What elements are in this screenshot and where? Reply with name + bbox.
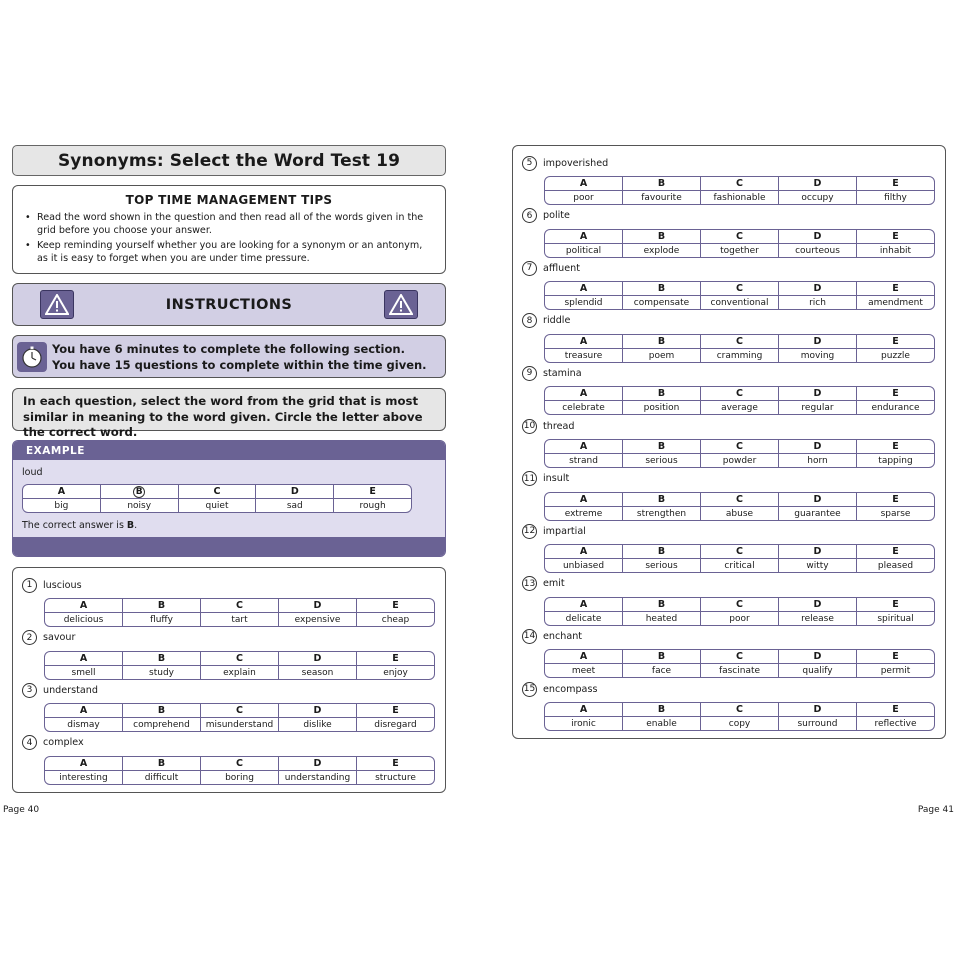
question — [522, 208, 912, 256]
questions-panel-left — [12, 567, 446, 793]
answer-grid — [544, 334, 935, 363]
answer-option: disregard — [374, 720, 417, 730]
answer-letter[interactable]: C — [201, 599, 278, 613]
answer-option: poor — [729, 613, 750, 624]
answer-letter[interactable]: D — [779, 703, 856, 717]
page-title: Synonyms: Select the Word Test 19 — [12, 145, 446, 176]
answer-option: serious — [645, 561, 678, 572]
answer-grid — [544, 649, 935, 678]
answer-option: critical — [724, 561, 755, 572]
question-word: luscious — [43, 579, 82, 591]
question — [522, 155, 907, 203]
question-word: understand — [43, 684, 98, 696]
answer-grid — [44, 756, 435, 785]
answer-option: pleased — [877, 561, 914, 572]
answer-option: season — [301, 667, 334, 678]
answer-option: spiritual — [877, 613, 914, 624]
answer-letter[interactable]: E — [857, 703, 934, 717]
answer-letter[interactable]: E — [857, 650, 934, 664]
warning-icon — [40, 290, 74, 319]
answer-option: political — [565, 245, 602, 256]
question-word: stamina — [543, 367, 582, 379]
answer-letter[interactable]: A — [545, 703, 622, 717]
answer-grid — [544, 176, 935, 205]
answer-letter[interactable]: D — [779, 598, 856, 612]
answer-option: explain — [223, 667, 256, 678]
example-letter[interactable]: D — [256, 485, 333, 499]
answer-letter[interactable]: A — [45, 757, 122, 771]
tip-item: • Read the word shown in the question and then read all of the words given in the grid before you choose your answer. — [23, 211, 435, 237]
answer-option: enjoy — [383, 667, 408, 678]
answer-letter[interactable]: C — [701, 387, 778, 401]
answer-option: delicate — [565, 613, 602, 624]
answer-letter[interactable]: D — [279, 599, 356, 613]
answer-grid — [544, 281, 935, 310]
answer-letter[interactable]: B — [123, 757, 200, 771]
answer-option: occupy — [801, 193, 834, 203]
answer-option: moving — [800, 350, 835, 361]
answer-letter[interactable]: A — [545, 230, 622, 244]
question — [522, 418, 913, 466]
example-option: quiet — [205, 501, 229, 511]
question-number: 2 — [22, 630, 37, 645]
question-number: 1 — [22, 578, 37, 593]
question-word: affluent — [543, 262, 580, 274]
question-number: 8 — [522, 313, 537, 328]
answer-letter[interactable]: D — [779, 230, 856, 244]
answer-option: compensate — [633, 298, 690, 309]
answer-option: powder — [722, 456, 757, 466]
answer-option: endurance — [871, 403, 920, 414]
answer-letter[interactable]: C — [701, 545, 778, 559]
question-instructions: In each question, select the word from the grid that is most similar in meaning to the word given. Circle the letter above the correct word. — [12, 388, 446, 431]
answer-letter[interactable]: B — [623, 335, 700, 349]
answer-option: guarantee — [794, 508, 841, 519]
answer-option: conventional — [710, 298, 769, 309]
answer-option: rich — [809, 298, 826, 309]
tips-heading: TOP TIME MANAGEMENT TIPS — [125, 193, 333, 207]
answer-grid — [44, 703, 435, 732]
answer-option: strengthen — [636, 508, 687, 519]
answer-option: meet — [571, 666, 596, 677]
answer-letter[interactable]: C — [701, 230, 778, 244]
answer-letter[interactable]: D — [779, 650, 856, 664]
answer-letter[interactable]: A — [545, 545, 622, 559]
answer-option: position — [643, 403, 680, 414]
answer-option: favourite — [641, 193, 682, 203]
answer-option: puzzle — [881, 350, 910, 361]
answer-option: dismay — [67, 720, 100, 730]
question — [22, 577, 410, 625]
answer-option: reflective — [874, 719, 917, 729]
answer-option: comprehend — [133, 720, 190, 730]
answer-option: study — [149, 667, 174, 678]
question — [522, 576, 914, 624]
answer-letter[interactable]: B — [623, 703, 700, 717]
example-answer-letter: B — [126, 520, 135, 531]
answer-option: average — [721, 403, 758, 414]
answer-option: splendid — [564, 298, 603, 309]
answer-option: copy — [728, 719, 751, 729]
example-letter[interactable]: E — [334, 485, 411, 499]
instructions-banner — [12, 283, 446, 326]
question-number: 12 — [522, 524, 537, 539]
answer-option: smell — [71, 667, 96, 678]
answer-option: witty — [806, 561, 829, 572]
answer-letter[interactable]: A — [545, 177, 622, 191]
example-heading: EXAMPLE — [13, 441, 445, 460]
answer-letter[interactable]: B — [623, 493, 700, 507]
answer-letter[interactable]: B — [623, 177, 700, 191]
answer-option: cheap — [381, 615, 410, 625]
answer-letter[interactable]: E — [857, 177, 934, 191]
time-line-1: You have 6 minutes to complete the following section. — [52, 342, 405, 356]
answer-option: interesting — [59, 772, 108, 783]
answer-letter[interactable]: B — [623, 598, 700, 612]
answer-letter[interactable]: E — [857, 598, 934, 612]
answer-letter[interactable]: C — [701, 440, 778, 454]
answer-letter[interactable]: C — [201, 704, 278, 718]
answer-grid — [544, 439, 935, 468]
example-answer: The correct answer is B. — [22, 520, 138, 531]
answer-letter[interactable]: E — [357, 757, 434, 771]
answer-option: courteous — [795, 245, 840, 256]
answer-letter[interactable]: E — [857, 387, 934, 401]
answer-option: explode — [643, 245, 680, 256]
answer-option: tapping — [878, 456, 913, 466]
answer-letter[interactable]: E — [857, 230, 934, 244]
answer-letter[interactable]: E — [857, 493, 934, 507]
question-word: complex — [43, 737, 84, 748]
question — [522, 260, 923, 309]
question-word: enchant — [543, 630, 583, 642]
answer-letter[interactable]: A — [545, 598, 622, 612]
time-limit-notice — [12, 335, 446, 378]
answer-grid — [544, 229, 935, 258]
question-number: 3 — [22, 683, 37, 698]
answer-option: unbiased — [562, 561, 605, 572]
answer-option: poem — [648, 350, 675, 361]
question-word: emit — [543, 578, 565, 590]
example-letter[interactable]: C — [179, 485, 256, 499]
answer-grid — [544, 702, 935, 731]
answer-letter[interactable]: B — [623, 650, 700, 664]
answer-letter[interactable]: A — [545, 282, 622, 296]
answer-option: tart — [231, 615, 248, 625]
question-word: riddle — [543, 315, 571, 327]
question-number: 9 — [522, 366, 537, 381]
answer-option: filthy — [884, 193, 907, 203]
answer-option: dislike — [303, 720, 332, 730]
answer-letter[interactable]: B — [123, 599, 200, 613]
example-option: rough — [359, 501, 386, 511]
answer-letter[interactable]: A — [45, 652, 122, 666]
answer-letter[interactable]: E — [357, 704, 434, 718]
answer-letter[interactable]: D — [279, 704, 356, 718]
answer-option: boring — [225, 772, 254, 783]
answer-letter[interactable]: E — [857, 545, 934, 559]
answer-letter[interactable]: C — [201, 757, 278, 771]
answer-letter[interactable]: C — [701, 598, 778, 612]
question — [22, 735, 416, 783]
answer-letter[interactable]: C — [701, 282, 778, 296]
example-option: noisy — [127, 501, 152, 511]
example-panel — [12, 440, 446, 557]
example-option: sad — [286, 501, 303, 511]
answer-letter[interactable]: B — [623, 440, 700, 454]
answer-option: abuse — [725, 508, 754, 519]
answer-grid — [544, 544, 935, 573]
answer-letter[interactable]: D — [279, 757, 356, 771]
answer-letter[interactable]: A — [545, 387, 622, 401]
question — [522, 628, 911, 677]
answer-option: extreme — [564, 508, 603, 519]
answer-option: misunderstand — [205, 720, 274, 730]
answer-option: regular — [801, 403, 834, 414]
question-number: 5 — [522, 156, 537, 171]
answer-option: face — [651, 666, 672, 677]
answer-letter[interactable]: D — [779, 177, 856, 191]
answer-option: expensive — [294, 615, 341, 625]
answer-letter[interactable]: C — [201, 652, 278, 666]
tip-item: • Keep reminding yourself whether you are looking for a synonym or an antonym, as it is easy to forget when you are under time pressure. — [23, 239, 435, 265]
answer-letter[interactable]: C — [701, 335, 778, 349]
time-management-tips — [12, 185, 446, 274]
answer-option: strand — [569, 456, 598, 466]
page-number-right: Page 41 — [917, 805, 954, 815]
question-word: savour — [43, 632, 76, 643]
answer-grid — [544, 386, 935, 415]
answer-letter[interactable]: D — [779, 282, 856, 296]
answer-letter[interactable]: D — [279, 652, 356, 666]
answer-option: serious — [645, 456, 678, 466]
answer-option: inhabit — [879, 245, 912, 256]
question — [22, 630, 408, 678]
answer-option: poor — [573, 193, 594, 203]
question-number: 4 — [22, 735, 37, 750]
answer-option: horn — [807, 456, 828, 466]
answer-letter[interactable]: D — [779, 387, 856, 401]
question-number: 11 — [522, 471, 537, 486]
answer-option: understanding — [284, 772, 351, 783]
answer-letter[interactable]: C — [701, 493, 778, 507]
question — [22, 682, 417, 730]
answer-option: sparse — [880, 508, 911, 519]
question — [522, 313, 910, 361]
page-number-left: Page 40 — [3, 805, 40, 815]
answer-grid — [44, 651, 435, 680]
answer-letter[interactable]: D — [779, 493, 856, 507]
answer-option: qualify — [802, 666, 833, 677]
question-number: 14 — [522, 629, 537, 644]
answer-option: cramming — [716, 350, 763, 361]
answer-option: heated — [645, 613, 678, 624]
example-letter[interactable]: A — [23, 485, 100, 499]
answer-letter[interactable]: C — [701, 177, 778, 191]
answer-letter[interactable]: E — [857, 440, 934, 454]
instructions-heading: INSTRUCTIONS — [165, 296, 293, 313]
question-word: insult — [543, 473, 570, 485]
question-word: impoverished — [543, 157, 609, 169]
example-grid — [22, 484, 412, 513]
example-footer-bar — [13, 537, 445, 556]
question-word: encompass — [543, 683, 598, 695]
answer-letter[interactable]: B — [623, 230, 700, 244]
question-word: thread — [543, 420, 575, 432]
answer-option: enable — [646, 719, 677, 729]
answer-letter[interactable]: D — [779, 440, 856, 454]
answer-letter[interactable]: E — [857, 335, 934, 349]
answer-letter[interactable]: A — [45, 599, 122, 613]
answer-option: amendment — [868, 298, 923, 309]
answer-letter[interactable]: A — [545, 440, 622, 454]
example-option: big — [54, 501, 69, 511]
answer-letter[interactable]: B — [123, 652, 200, 666]
time-line-2: You have 15 questions to complete within the time given. — [52, 358, 427, 372]
question-number: 13 — [522, 576, 537, 591]
question — [522, 681, 917, 729]
answer-option: delicious — [63, 615, 104, 625]
answer-letter[interactable]: B — [623, 282, 700, 296]
answer-letter[interactable]: B — [623, 545, 700, 559]
answer-option: release — [801, 613, 834, 624]
answer-letter[interactable]: E — [857, 282, 934, 296]
answer-letter[interactable]: E — [357, 599, 434, 613]
answer-letter[interactable]: A — [545, 650, 622, 664]
example-word: loud — [22, 467, 43, 478]
answer-letter[interactable]: E — [357, 652, 434, 666]
answer-option: surround — [797, 719, 838, 729]
answer-grid — [544, 492, 935, 521]
question-word: polite — [543, 210, 570, 222]
question-number: 6 — [522, 208, 537, 223]
question-number: 10 — [522, 419, 537, 434]
answer-grid — [44, 598, 435, 627]
answer-option: fascinate — [718, 666, 761, 677]
answer-option: treasure — [564, 350, 603, 361]
answer-option: ironic — [571, 719, 596, 729]
questions-panel-right — [512, 145, 946, 739]
answer-option: permit — [880, 666, 911, 677]
answer-letter[interactable]: A — [45, 704, 122, 718]
answer-option: difficult — [144, 772, 179, 783]
answer-letter[interactable]: B — [123, 704, 200, 718]
answer-letter[interactable]: D — [779, 335, 856, 349]
answer-letter[interactable]: A — [545, 335, 622, 349]
question — [522, 471, 911, 519]
question — [522, 365, 920, 414]
question-number: 15 — [522, 682, 537, 697]
answer-grid — [544, 597, 935, 626]
answer-letter[interactable]: C — [701, 703, 778, 717]
answer-letter[interactable]: D — [779, 545, 856, 559]
question-number: 7 — [522, 261, 537, 276]
answer-option: structure — [375, 772, 416, 783]
question — [522, 523, 914, 572]
answer-letter[interactable]: C — [701, 650, 778, 664]
answer-option: fashionable — [713, 193, 766, 203]
answer-letter[interactable]: A — [545, 493, 622, 507]
stopwatch-icon — [17, 342, 47, 372]
answer-option: celebrate — [562, 403, 605, 414]
example-letter-circled[interactable]: B — [133, 486, 145, 498]
answer-letter[interactable]: B — [623, 387, 700, 401]
warning-icon — [384, 290, 418, 319]
answer-option: together — [720, 245, 759, 256]
question-word: impartial — [543, 525, 586, 537]
answer-option: fluffy — [150, 615, 173, 625]
